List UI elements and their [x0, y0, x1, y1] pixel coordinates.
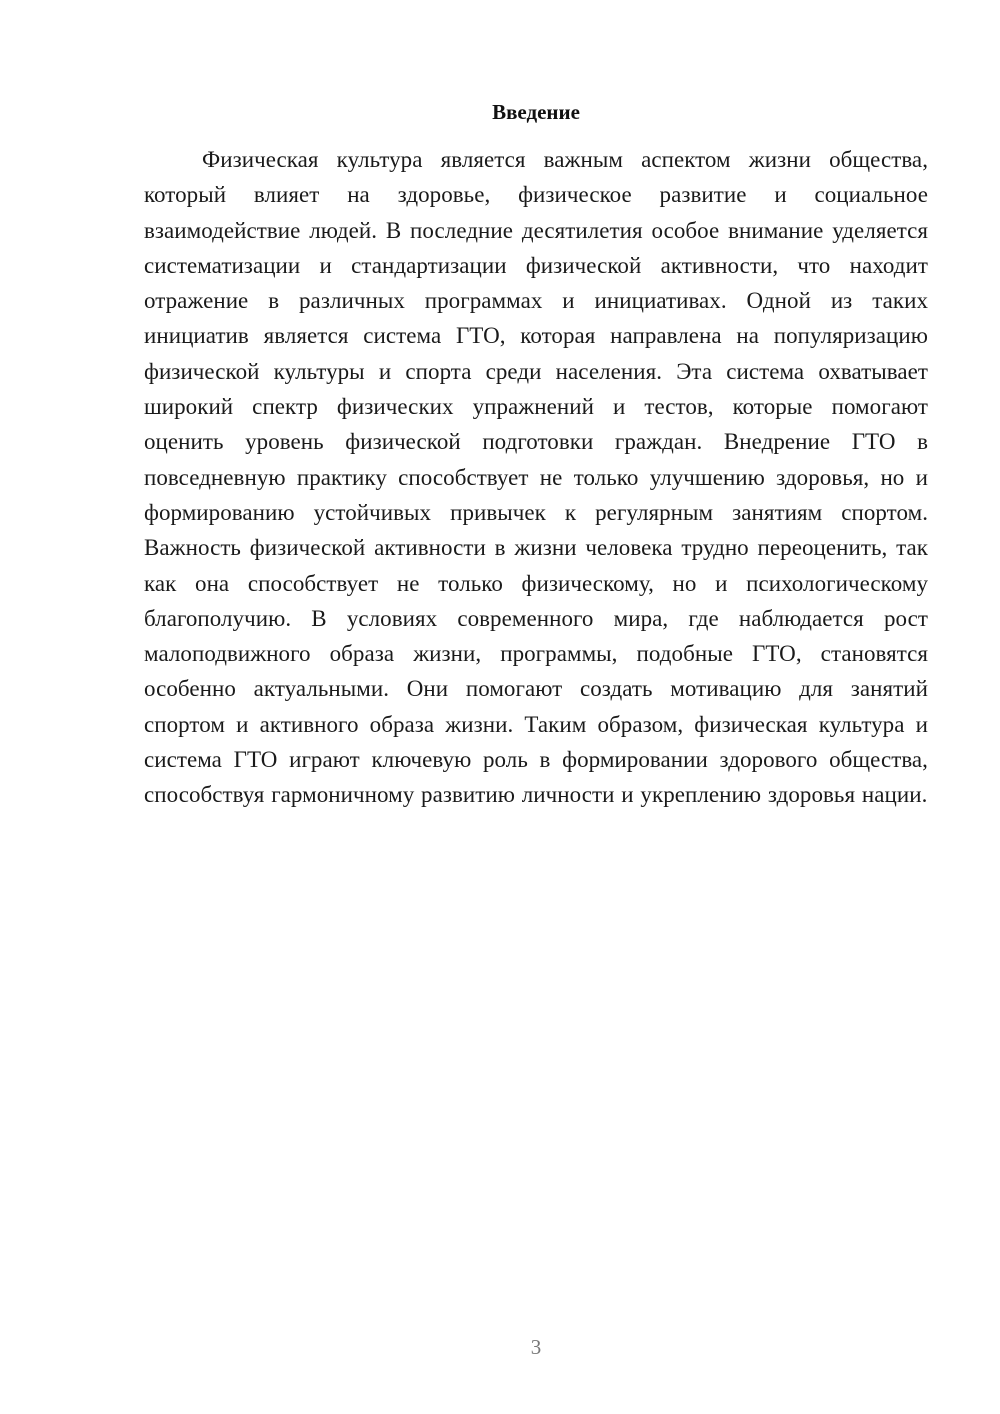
body-paragraph: Физическая культура является важным аспектом жизни общества, который влияет на здоровье, физическое развитие и социальное взаимодействие людей. В последние десятилетия особое внимание уделяется систематизации и стандартизации физической активности, что находит отражение в различных программах и инициативах. Одной из таких инициатив является система ГТО, которая направлена на популяризацию физической культуры и спорта среди населения. Эта система охватывает широкий спектр физических упражнений и тестов, которые помогают оценить уровень физической подготовки граждан. Внедрение ГТО в повседневную практику способствует не только улучшению здоровья, но и формированию устойчивых привычек к регулярным занятиям спортом. Важность физической активности в жизни человека трудно переоценить, так как она способствует не только физическому, но и психологическому благополучию. В условиях современного мира, где наблюдается рост малоподвижного образа жизни, программы, подобные ГТО, становятся особенно актуальными. Они помогают создать мотивацию для занятий спортом и активного образа жизни. Таким образом, физическая культура и система ГТО играют ключевую роль в формировании здорового общества, способствуя гармоничному развитию личности и укреплению здоровья нации. [144, 147, 928, 808]
page-number: 3 [530, 1335, 542, 1359]
section-heading: Введение [492, 100, 580, 124]
